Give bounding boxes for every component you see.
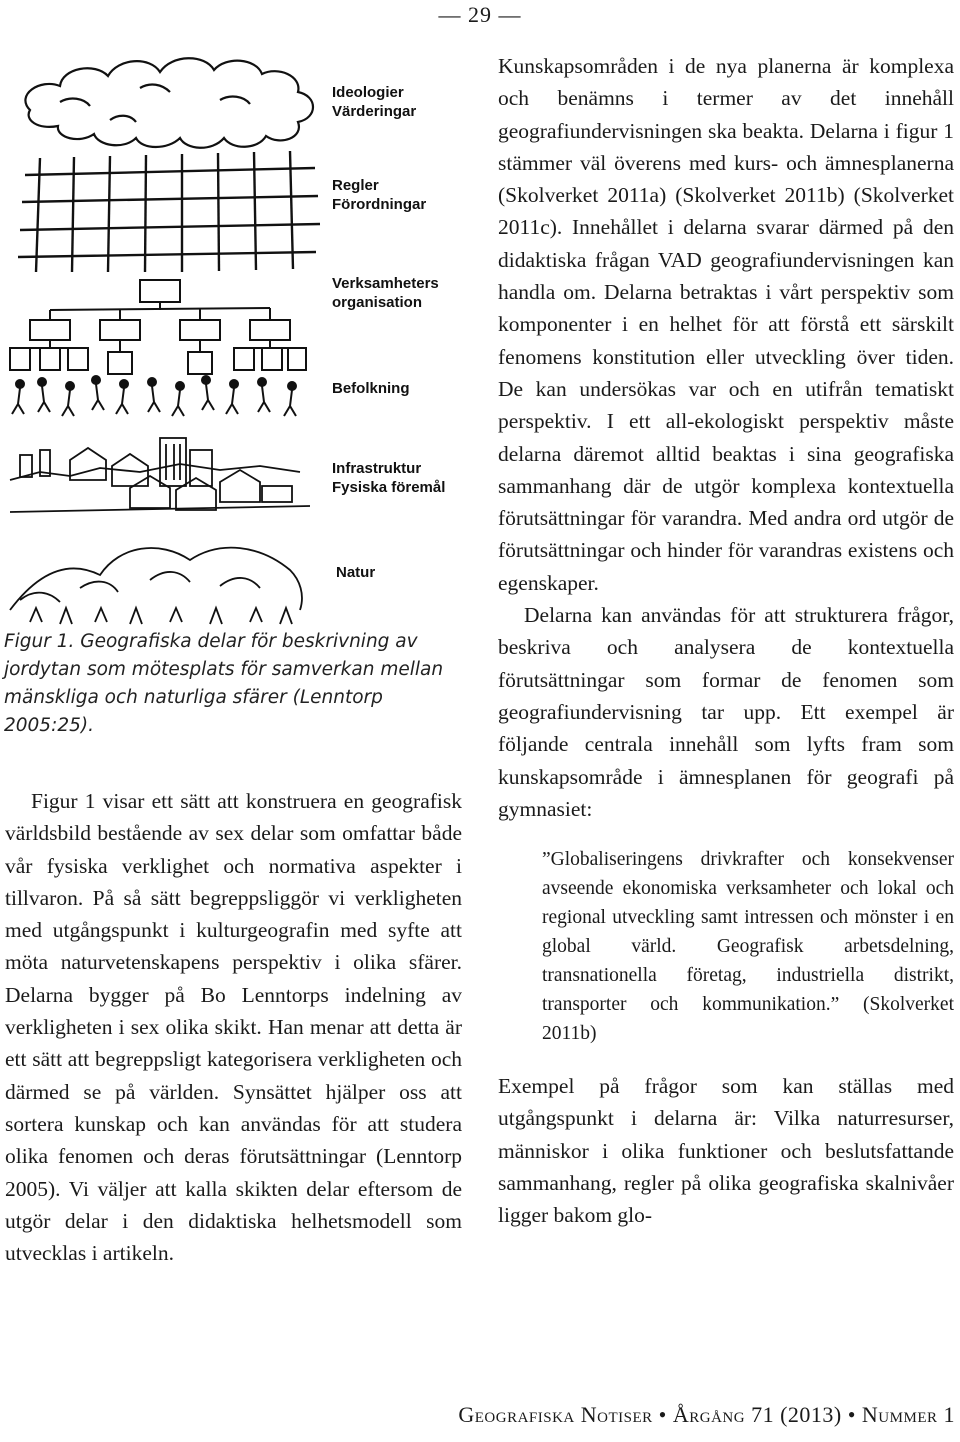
label-fysiska: Fysiska föremål bbox=[332, 479, 446, 496]
cloud-icon bbox=[25, 58, 313, 148]
journal-footer: Geografiska Notiser • Årgång 71 (2013) • Nummer 1 bbox=[458, 1402, 955, 1427]
label-ideologier: Ideologier bbox=[332, 84, 404, 101]
label-infrastruktur: Infrastruktur bbox=[332, 460, 422, 477]
org-chart-icon bbox=[10, 280, 306, 374]
label-forordningar: Förordningar bbox=[332, 196, 427, 213]
grid-icon bbox=[18, 151, 320, 272]
right-column bbox=[498, 50, 954, 1232]
people-icon bbox=[12, 376, 296, 416]
label-befolkning: Befolkning bbox=[332, 380, 410, 397]
figure-caption: Figur 1. Geografiska delar för beskrivning av jordytan som mötesplats för samverkan mellan mänskliga och naturliga sfärer (Lenntorp 2005:25). bbox=[4, 631, 444, 736]
right-paragraph-3: Exempel på frågor som kan ställas med utgångspunkt i delarna är: Vilka naturresurser, människor i olika funktioner och beslutsfattande sammanhang, regler på olika geografiska skalnivåer ligger bakom glo- bbox=[498, 1074, 954, 1228]
right-paragraph-2: Delarna kan användas för att strukturera frågor, beskriva och analysera de kontextuella förutsättningar som formar de fenomen som geografiundervisning tar upp. Ett exempel är följande centrala innehåll som lyfts fram som kunskapsområde i ämnesplanen för geografi på gymnasiet: bbox=[498, 603, 954, 821]
page-number: — 29 — bbox=[438, 2, 522, 27]
figure-illustration bbox=[0, 40, 480, 630]
nature-icon bbox=[10, 548, 302, 624]
left-column bbox=[5, 785, 462, 1269]
label-natur: Natur bbox=[336, 564, 376, 581]
left-paragraph: Figur 1 visar ett sätt att konstruera en geografisk världsbild bestående av sex delar som omfattar både vår fysiska verklighet och normativa aspekter i tillvaron. På så sätt begreppsliggör vi verkligheten med utgångspunkt i kulturgeografin med syfte att möta naturvetenskapens perspektiv i olika sfärer. Delarna bygger på Bo Lenntorps indelning av verkligheten i sex olika skikt. Han menar att detta är ett sätt att begreppsligt kategorisera verkligheten och därmed se på världen. Synsättet hjälper oss att sortera kunskap och kan användas för att studera olika fenomen och deras förutsättningar (Lenntorp 2005). Vi väljer att kalla skikten delar eftersom de utgör delar i den didaktiska helhetsmodell som utvecklas i artikeln. bbox=[5, 789, 462, 1266]
buildings-icon bbox=[10, 438, 310, 512]
label-regler: Regler bbox=[332, 177, 379, 194]
label-varderingar: Värderingar bbox=[332, 103, 417, 120]
right-paragraph-1: Kunskapsområden i de nya planerna är komplexa och benämns i termer av det innehåll geografiundervisningen ska beakta. Delarna i figur 1 stämmer väl överens med kurs- och ämnesplanerna (Skolverket 2011a) (Skolverket 2011b) (Skolverket 2011c). Innehållet i delarna svarar därmed på den didaktiska frågan VAD geografiundervisningen kan handla om. Delarna betraktas i vårt perspektiv som komponenter i en helhet för att förstå ett särskilt fenomens konstitution eller utveckling över tiden. De kan undersökas var och en utifrån tematiskt perspektiv. I ett all-ekologiskt perspektiv måste delarna däremot alltid beaktas i sina geografiska sammanhang där de utgör komplexa kontextuella förutsättningar för varandra. Med andra ord utgör de förutsättningar och hinder för varandras existens och egenskaper. bbox=[498, 54, 954, 595]
figure-1 bbox=[0, 40, 480, 630]
label-verksamheters: Verksamheters bbox=[332, 275, 439, 292]
block-quote: ”Globaliseringens drivkrafter och konsekvenser avseende ekonomiska verksamheter och lokal och regional utveckling samt intressen och mönster i en global värld. Geografisk arbetsdelning, transnationella företag, industriella distrikt, transporter och kommunikation.” (Skolverket 2011b) bbox=[542, 849, 954, 1045]
label-organisation: organisation bbox=[332, 294, 423, 311]
